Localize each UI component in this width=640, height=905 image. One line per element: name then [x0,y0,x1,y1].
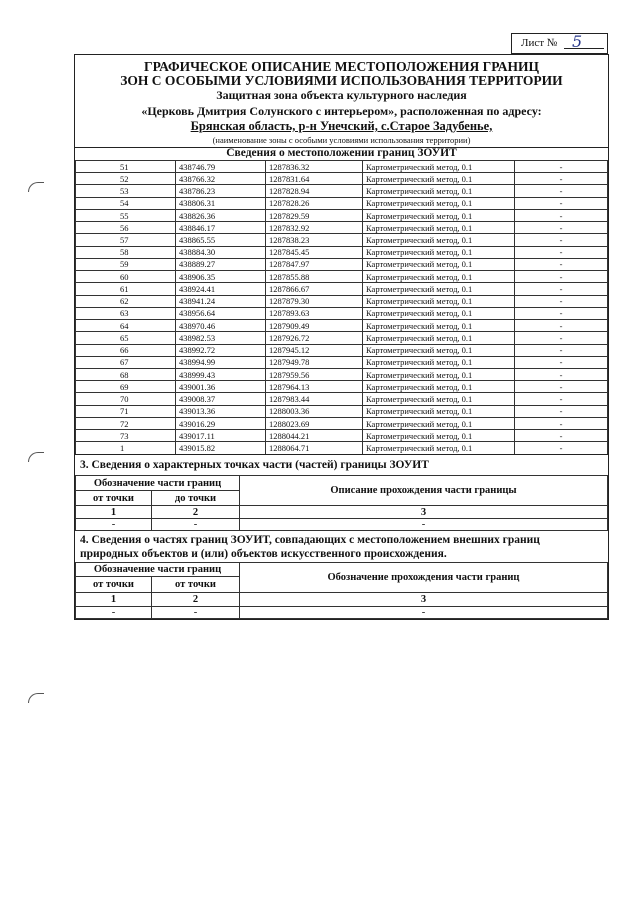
point-number: 69 [76,381,176,393]
coord-y: 1287836.32 [266,161,363,173]
coord-y: 1287879.30 [266,295,363,307]
accuracy-note: - [515,197,608,209]
column-number-3: 3 [240,593,608,607]
to-point-header: от точки [152,577,240,593]
point-number: 64 [76,320,176,332]
table-row [76,381,608,393]
accuracy-note: - [515,393,608,405]
point-number: 1 [76,442,176,454]
part-designation-header: Обозначение части границ [76,563,240,577]
empty-cell: - [240,519,608,531]
table-row [76,246,608,258]
section-4-title-line-1: 4. Сведения о частях границ ЗОУИТ, совпадающих с местоположением внешних границ [80,534,540,546]
accuracy-note: - [515,283,608,295]
sheet-number-box [511,33,608,54]
coord-y: 1287828.94 [266,185,363,197]
table-row [76,405,608,417]
table-row [76,222,608,234]
determination-method: Картометрический метод, 0.1 [363,393,515,405]
accuracy-note: - [515,307,608,319]
table-row [76,173,608,185]
coord-x: 438956.64 [176,307,266,319]
determination-method: Картометрический метод, 0.1 [363,295,515,307]
determination-method: Картометрический метод, 0.1 [363,283,515,295]
coord-x: 438884.30 [176,246,266,258]
coord-x: 438826.36 [176,209,266,221]
coord-y: 1287866.67 [266,283,363,295]
coord-x: 439013.36 [176,405,266,417]
coord-x: 438846.17 [176,222,266,234]
coord-y: 1287945.12 [266,344,363,356]
determination-method: Картометрический метод, 0.1 [363,271,515,283]
from-point-header: от точки [76,577,152,593]
punch-hole-mark [28,452,44,462]
coord-y: 1288003.36 [266,405,363,417]
coord-y: 1287926.72 [266,332,363,344]
table-row [76,368,608,380]
point-number: 58 [76,246,176,258]
coord-x: 439008.37 [176,393,266,405]
accuracy-note: - [515,161,608,173]
table-row [76,417,608,429]
sheet-number: 5 [572,32,583,51]
determination-method: Картометрический метод, 0.1 [363,442,515,454]
point-number: 68 [76,368,176,380]
determination-method: Картометрический метод, 0.1 [363,356,515,368]
coord-x: 438906.35 [176,271,266,283]
table-row [76,295,608,307]
coord-y: 1287909.49 [266,320,363,332]
coord-x: 438970.46 [176,320,266,332]
section-4-title-line-2: природных объектов и (или) объектов искусственного происхождения. [80,548,447,560]
column-number-2: 2 [152,506,240,519]
table-row [76,161,608,173]
accuracy-note: - [515,356,608,368]
point-number: 70 [76,393,176,405]
determination-method: Картометрический метод, 0.1 [363,234,515,246]
accuracy-note: - [515,368,608,380]
coord-y: 1287832.92 [266,222,363,234]
coordinates-table [75,160,608,455]
coord-x: 439001.36 [176,381,266,393]
object-name: «Церковь Дмитрия Солунского с интерьером», расположенная по адресу: [141,104,542,118]
determination-method: Картометрический метод, 0.1 [363,344,515,356]
zone-name-note: (наименование зоны с особыми условиями использования территории) [212,135,471,145]
empty-cell: - [76,607,152,619]
part-description-header: Описание прохождения части границы [240,476,608,506]
determination-method: Картометрический метод, 0.1 [363,320,515,332]
determination-method: Картометрический метод, 0.1 [363,332,515,344]
coord-y: 1287828.26 [266,197,363,209]
point-number: 71 [76,405,176,417]
point-number: 72 [76,417,176,429]
accuracy-note: - [515,332,608,344]
point-number: 66 [76,344,176,356]
table-row [76,197,608,209]
determination-method: Картометрический метод, 0.1 [363,417,515,429]
point-number: 51 [76,161,176,173]
accuracy-note: - [515,405,608,417]
point-number: 67 [76,356,176,368]
accuracy-note: - [515,234,608,246]
determination-method: Картометрический метод, 0.1 [363,161,515,173]
table-row [76,442,608,454]
part-description-header: Обозначение прохождения части границ [240,563,608,593]
table-row [76,332,608,344]
point-number: 57 [76,234,176,246]
divider [75,454,608,455]
accuracy-note: - [515,222,608,234]
empty-cell: - [76,519,152,531]
document-frame [74,54,609,620]
coord-x: 438924.41 [176,283,266,295]
determination-method: Картометрический метод, 0.1 [363,307,515,319]
point-number: 59 [76,258,176,270]
coord-x: 438889.27 [176,258,266,270]
part-designation-header: Обозначение части границ [76,476,240,491]
section-2-title: Сведения о местоположении границ ЗОУИТ [226,147,457,159]
title-line-2: ЗОН С ОСОБЫМИ УСЛОВИЯМИ ИСПОЛЬЗОВАНИЯ ТЕРРИТОРИИ [120,73,563,88]
accuracy-note: - [515,430,608,442]
coord-x: 438999.43 [176,368,266,380]
empty-cell: - [152,607,240,619]
table-row [76,393,608,405]
determination-method: Картометрический метод, 0.1 [363,209,515,221]
coord-x: 438982.53 [176,332,266,344]
sheet-number-underline [564,48,604,49]
section-3-title: 3. Сведения о характерных точках части (частей) границы ЗОУИТ [80,459,429,471]
object-address: Брянская область, р-н Унечский, с.Старое Задубенье, [190,119,493,133]
table-row [76,344,608,356]
column-number-1: 1 [76,593,152,607]
title-line-1: ГРАФИЧЕСКОЕ ОПИСАНИЕ МЕСТОПОЛОЖЕНИЯ ГРАНИЦ [143,59,540,74]
coord-x: 438865.55 [176,234,266,246]
determination-method: Картометрический метод, 0.1 [363,368,515,380]
section-3-table [75,475,608,531]
point-number: 54 [76,197,176,209]
determination-method: Картометрический метод, 0.1 [363,258,515,270]
coord-y: 1287845.45 [266,246,363,258]
table-row [76,356,608,368]
coord-y: 1288064.71 [266,442,363,454]
punch-hole-mark [28,182,44,192]
accuracy-note: - [515,209,608,221]
accuracy-note: - [515,173,608,185]
from-point-header: от точки [76,491,152,506]
section-4-table [75,562,608,619]
accuracy-note: - [515,417,608,429]
coord-x: 438786.23 [176,185,266,197]
accuracy-note: - [515,271,608,283]
table-row [76,320,608,332]
table-row [76,234,608,246]
coord-y: 1287893.63 [266,307,363,319]
coord-x: 438941.24 [176,295,266,307]
coord-y: 1287855.88 [266,271,363,283]
coord-x: 438806.31 [176,197,266,209]
determination-method: Картометрический метод, 0.1 [363,222,515,234]
table-row [76,430,608,442]
column-number-3: 3 [240,506,608,519]
accuracy-note: - [515,185,608,197]
accuracy-note: - [515,442,608,454]
determination-method: Картометрический метод, 0.1 [363,246,515,258]
determination-method: Картометрический метод, 0.1 [363,381,515,393]
table-row [76,185,608,197]
determination-method: Картометрический метод, 0.1 [363,185,515,197]
coord-y: 1287829.59 [266,209,363,221]
coord-x: 438746.79 [176,161,266,173]
table-row [76,209,608,221]
point-number: 56 [76,222,176,234]
point-number: 73 [76,430,176,442]
determination-method: Картометрический метод, 0.1 [363,405,515,417]
coord-y: 1287838.23 [266,234,363,246]
empty-cell: - [240,607,608,619]
coord-y: 1287847.97 [266,258,363,270]
to-point-header: до точки [152,491,240,506]
coord-y: 1288044.21 [266,430,363,442]
determination-method: Картометрический метод, 0.1 [363,430,515,442]
point-number: 62 [76,295,176,307]
punch-hole-mark [28,693,44,703]
point-number: 53 [76,185,176,197]
table-row [76,283,608,295]
point-number: 52 [76,173,176,185]
determination-method: Картометрический метод, 0.1 [363,197,515,209]
table-row [76,307,608,319]
coord-x: 438766.32 [176,173,266,185]
point-number: 61 [76,283,176,295]
accuracy-note: - [515,381,608,393]
coord-y: 1287983.44 [266,393,363,405]
coord-y: 1287831.64 [266,173,363,185]
accuracy-note: - [515,344,608,356]
accuracy-note: - [515,246,608,258]
table-row [76,258,608,270]
point-number: 55 [76,209,176,221]
coord-x: 438994.99 [176,356,266,368]
sheet-label: Лист № [521,37,558,49]
coord-y: 1287964.13 [266,381,363,393]
coord-y: 1288023.69 [266,417,363,429]
point-number: 63 [76,307,176,319]
accuracy-note: - [515,258,608,270]
table-row [76,271,608,283]
coord-x: 439016.29 [176,417,266,429]
coord-y: 1287959.56 [266,368,363,380]
empty-cell: - [152,519,240,531]
accuracy-note: - [515,320,608,332]
determination-method: Картометрический метод, 0.1 [363,173,515,185]
coord-y: 1287949.78 [266,356,363,368]
column-number-2: 2 [152,593,240,607]
zone-type: Защитная зона объекта культурного наследия [216,88,467,102]
coord-x: 439015.82 [176,442,266,454]
point-number: 65 [76,332,176,344]
point-number: 60 [76,271,176,283]
coord-x: 439017.11 [176,430,266,442]
coord-x: 438992.72 [176,344,266,356]
accuracy-note: - [515,295,608,307]
column-number-1: 1 [76,506,152,519]
